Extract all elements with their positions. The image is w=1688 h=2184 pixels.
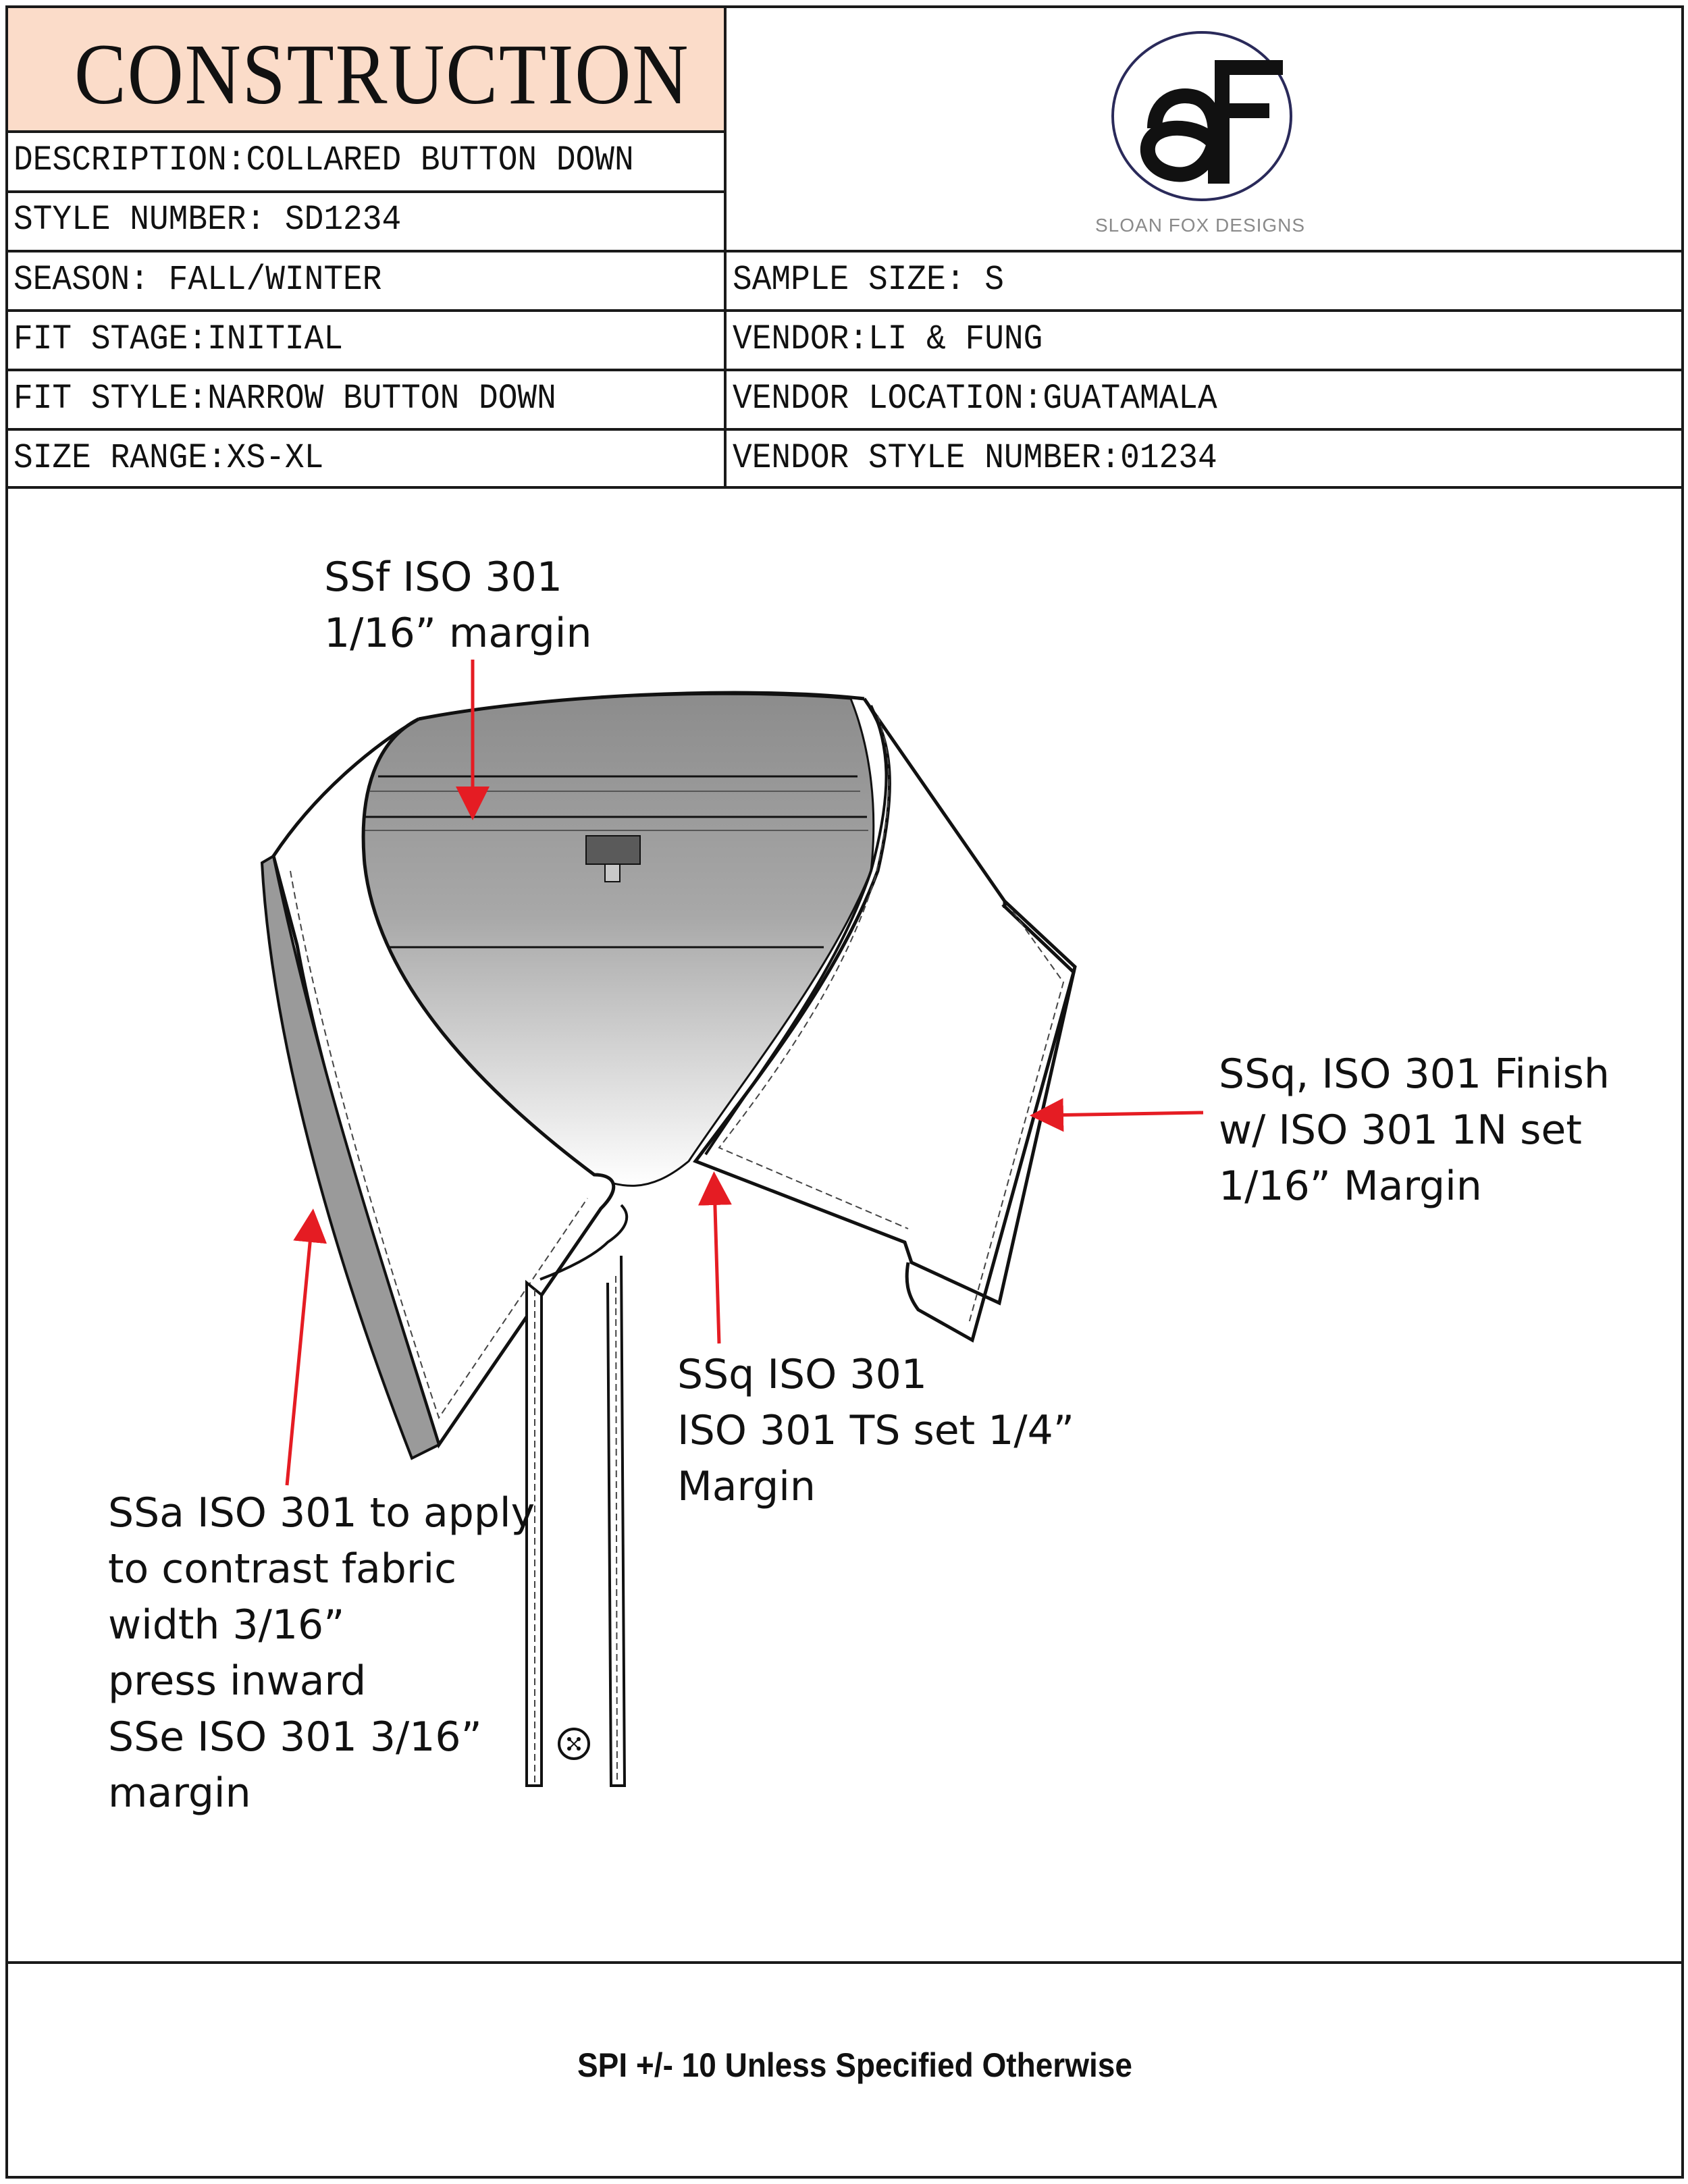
annotation-middle-line2: ISO 301 TS set 1/4” [677, 1407, 1074, 1454]
brand-name: SLOAN FOX DESIGNS [1095, 215, 1306, 236]
page-title: CONSTRUCTION [74, 26, 690, 122]
annotation-right-line3: 1/16” Margin [1219, 1163, 1482, 1210]
vendor-style-number-field: VENDOR STYLE NUMBER:01234 [733, 438, 1217, 478]
rule [724, 5, 727, 487]
annotation-left-line2: to contrast fabric [108, 1545, 457, 1593]
fit-stage-field: FIT STAGE:INITIAL [14, 319, 344, 359]
rule [5, 1961, 1684, 1964]
size-range-field: SIZE RANGE:XS-XL [14, 438, 324, 478]
vendor-location-field: VENDOR LOCATION:GUATAMALA [733, 379, 1217, 419]
annotation-left-line5: SSe ISO 301 3/16” [108, 1713, 482, 1761]
annotation-left-line4: press inward [108, 1657, 367, 1705]
rule [5, 309, 1684, 312]
annotation-middle-line3: Margin [677, 1463, 816, 1510]
rule [5, 428, 1684, 431]
sample-size-field: SAMPLE SIZE: S [733, 260, 1004, 300]
description-field: DESCRIPTION:COLLARED BUTTON DOWN [14, 140, 634, 180]
footer-note: SPI +/- 10 Unless Specified Otherwise [577, 2046, 1132, 2084]
annotation-top-line1: SSf ISO 301 [324, 554, 562, 601]
annotation-right-line1: SSq, ISO 301 Finish [1219, 1050, 1610, 1098]
annotation-top-line2: 1/16” margin [324, 610, 592, 657]
vendor-field: VENDOR:LI & FUNG [733, 319, 1043, 359]
style-number-field: STYLE NUMBER: SD1234 [14, 200, 402, 240]
arrow-middle [714, 1185, 719, 1343]
rule [5, 130, 727, 133]
brand-logo [1080, 27, 1323, 243]
collar-label-tab [586, 836, 640, 864]
annotation-left-line1: SSa ISO 301 to apply [108, 1489, 535, 1537]
arrow-left [287, 1222, 312, 1485]
button-icon [559, 1729, 589, 1759]
annotation-left-line6: margin [108, 1769, 251, 1817]
fit-style-field: FIT STYLE:NARROW BUTTON DOWN [14, 379, 556, 419]
rule [5, 250, 1684, 252]
season-field: SEASON: FALL/WINTER [14, 260, 382, 300]
logo-a-icon [1148, 96, 1215, 184]
annotation-left-line3: width 3/16” [108, 1601, 345, 1649]
annotation-middle-line1: SSq ISO 301 [677, 1351, 927, 1398]
rule [5, 190, 727, 193]
collar-hanger-loop [605, 864, 620, 882]
rule [5, 369, 1684, 371]
arrow-right [1043, 1113, 1203, 1115]
annotation-right-line2: w/ ISO 301 1N set [1219, 1107, 1582, 1154]
